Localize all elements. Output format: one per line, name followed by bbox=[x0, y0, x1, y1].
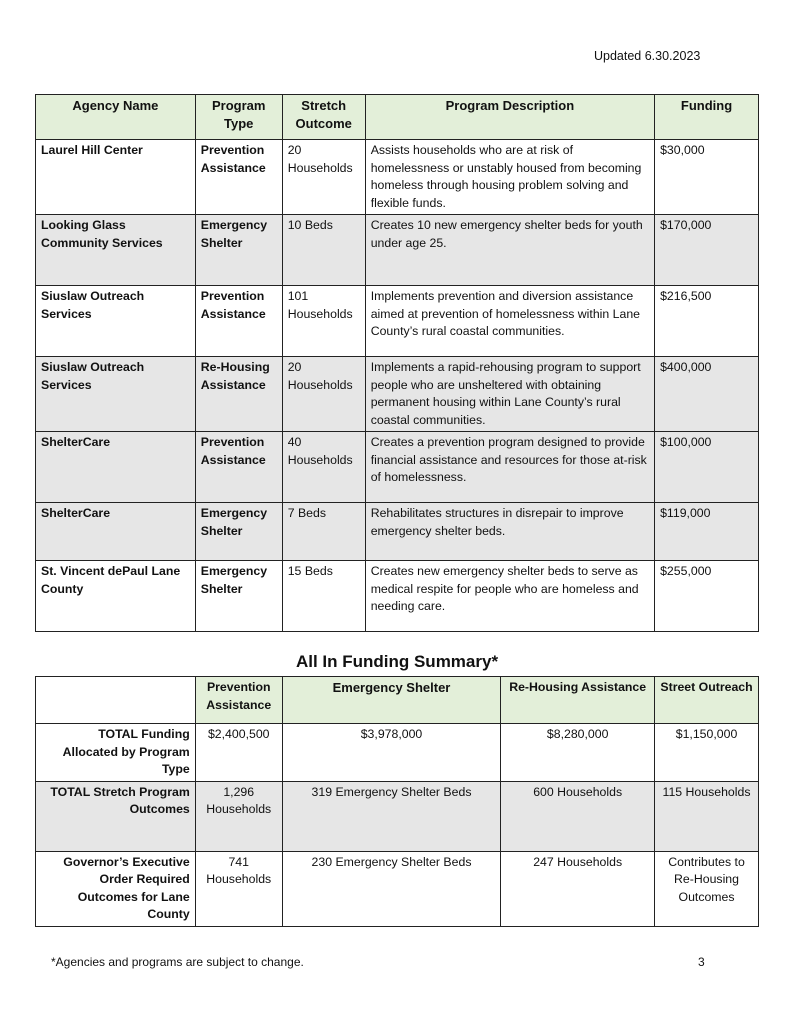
stretch-outcome: 10 Beds bbox=[282, 215, 365, 286]
agency-name: Siuslaw Outreach Services bbox=[36, 357, 196, 432]
agency-name: ShelterCare bbox=[36, 503, 196, 561]
table-row bbox=[36, 781, 759, 851]
summary-header-blank bbox=[36, 677, 196, 724]
summary-row-label: TOTAL Funding Allocated by Program Type bbox=[36, 724, 196, 782]
col-header-type: Program Type bbox=[195, 95, 282, 140]
programs-table bbox=[35, 94, 759, 632]
program-description: Rehabilitates structures in disrepair to improve emergency shelter beds. bbox=[365, 503, 654, 561]
stretch-outcome: 40 Households bbox=[282, 432, 365, 503]
program-type: Prevention Assistance bbox=[195, 432, 282, 503]
summary-header-shelter: Emergency Shelter bbox=[282, 677, 501, 724]
summary-outreach-value: $1,150,000 bbox=[655, 724, 759, 782]
summary-rehousing-value: 600 Households bbox=[501, 781, 655, 851]
table-row bbox=[36, 724, 759, 782]
summary-table bbox=[35, 676, 759, 927]
summary-row-label: TOTAL Stretch Program Outcomes bbox=[36, 781, 196, 851]
programs-table-header bbox=[36, 95, 759, 140]
funding-amount: $216,500 bbox=[655, 286, 759, 357]
stretch-outcome: 15 Beds bbox=[282, 561, 365, 632]
stretch-outcome: 20 Households bbox=[282, 140, 365, 215]
funding-amount: $170,000 bbox=[655, 215, 759, 286]
program-description: Implements prevention and diversion assistance aimed at prevention of homelessness within Lane County’s rural coastal communities. bbox=[365, 286, 654, 357]
agency-name: St. Vincent dePaul Lane County bbox=[36, 561, 196, 632]
funding-amount: $255,000 bbox=[655, 561, 759, 632]
summary-prevention-value: $2,400,500 bbox=[195, 724, 282, 782]
program-description: Creates new emergency shelter beds to serve as medical respite for people who are homeless and needing care. bbox=[365, 561, 654, 632]
table-row bbox=[36, 286, 759, 357]
table-row bbox=[36, 503, 759, 561]
program-type: Prevention Assistance bbox=[195, 140, 282, 215]
stretch-outcome: 101 Households bbox=[282, 286, 365, 357]
summary-rehousing-value: 247 Households bbox=[501, 851, 655, 926]
agency-name: Laurel Hill Center bbox=[36, 140, 196, 215]
col-header-outcome: Stretch Outcome bbox=[282, 95, 365, 140]
program-description: Creates a prevention program designed to provide financial assistance and resources for those at-risk of homelessness. bbox=[365, 432, 654, 503]
page-number: 3 bbox=[698, 955, 705, 969]
col-header-agency: Agency Name bbox=[36, 95, 196, 140]
funding-amount: $100,000 bbox=[655, 432, 759, 503]
summary-rehousing-value: $8,280,000 bbox=[501, 724, 655, 782]
summary-header-rehousing: Re-Housing Assistance bbox=[501, 677, 655, 724]
program-description: Creates 10 new emergency shelter beds for youth under age 25. bbox=[365, 215, 654, 286]
table-row bbox=[36, 357, 759, 432]
summary-outreach-value: Contributes to Re-Housing Outcomes bbox=[655, 851, 759, 926]
table-row bbox=[36, 851, 759, 926]
footnote: *Agencies and programs are subject to change. bbox=[51, 955, 304, 969]
summary-title: All In Funding Summary* bbox=[295, 652, 499, 671]
updated-date: Updated 6.30.2023 bbox=[594, 49, 701, 63]
summary-row-label: Governor’s Executive Order Required Outcomes for Lane County bbox=[36, 851, 196, 926]
summary-header-outreach: Street Outreach bbox=[655, 677, 759, 724]
funding-amount: $119,000 bbox=[655, 503, 759, 561]
summary-prevention-value: 741 Households bbox=[195, 851, 282, 926]
agency-name: Looking Glass Community Services bbox=[36, 215, 196, 286]
summary-table-header bbox=[36, 677, 759, 724]
summary-shelter-value: 319 Emergency Shelter Beds bbox=[282, 781, 501, 851]
program-type: Prevention Assistance bbox=[195, 286, 282, 357]
table-row bbox=[36, 215, 759, 286]
summary-prevention-value: 1,296 Households bbox=[195, 781, 282, 851]
table-row bbox=[36, 432, 759, 503]
program-description: Assists households who are at risk of homelessness or unstably housed from becoming homeless through housing problem solving and flexible funds. bbox=[365, 140, 654, 215]
funding-amount: $30,000 bbox=[655, 140, 759, 215]
program-description: Implements a rapid-rehousing program to support people who are unsheltered with obtaining permanent housing within Lane County’s rural coastal communities. bbox=[365, 357, 654, 432]
table-row bbox=[36, 140, 759, 215]
program-type: Emergency Shelter bbox=[195, 215, 282, 286]
summary-shelter-value: 230 Emergency Shelter Beds bbox=[282, 851, 501, 926]
summary-outreach-value: 115 Households bbox=[655, 781, 759, 851]
program-type: Emergency Shelter bbox=[195, 561, 282, 632]
stretch-outcome: 20 Households bbox=[282, 357, 365, 432]
summary-shelter-value: $3,978,000 bbox=[282, 724, 501, 782]
table-row bbox=[36, 561, 759, 632]
funding-amount: $400,000 bbox=[655, 357, 759, 432]
agency-name: Siuslaw Outreach Services bbox=[36, 286, 196, 357]
col-header-funding: Funding bbox=[655, 95, 759, 140]
summary-header-prevention: Prevention Assistance bbox=[195, 677, 282, 724]
stretch-outcome: 7 Beds bbox=[282, 503, 365, 561]
col-header-description: Program Description bbox=[365, 95, 654, 140]
agency-name: ShelterCare bbox=[36, 432, 196, 503]
program-type: Re-Housing Assistance bbox=[195, 357, 282, 432]
program-type: Emergency Shelter bbox=[195, 503, 282, 561]
